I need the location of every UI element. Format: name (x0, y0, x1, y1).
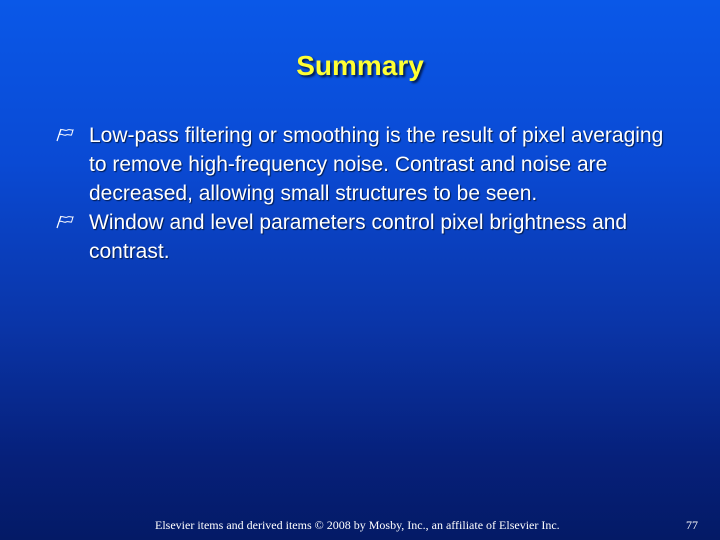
flag-bullet-icon (56, 128, 74, 142)
bullet-list (56, 121, 676, 266)
copyright-footer: Elsevier items and derived items © 2008 by Mosby, Inc., an affiliate of Elsevier Inc. (155, 518, 560, 532)
page-number: 77 (686, 518, 698, 532)
bullet-text: Window and level parameters control pixel brightness and contrast. (89, 211, 628, 263)
bullet-item (56, 208, 676, 266)
slide-title: Summary (296, 50, 424, 81)
bullet-item (56, 121, 676, 208)
bullet-text: Low-pass filtering or smoothing is the result of pixel averaging to remove high-frequency noise. Contrast and noise are decreased, allowing small structures to be seen. (89, 124, 664, 205)
flag-bullet-icon (56, 215, 74, 229)
